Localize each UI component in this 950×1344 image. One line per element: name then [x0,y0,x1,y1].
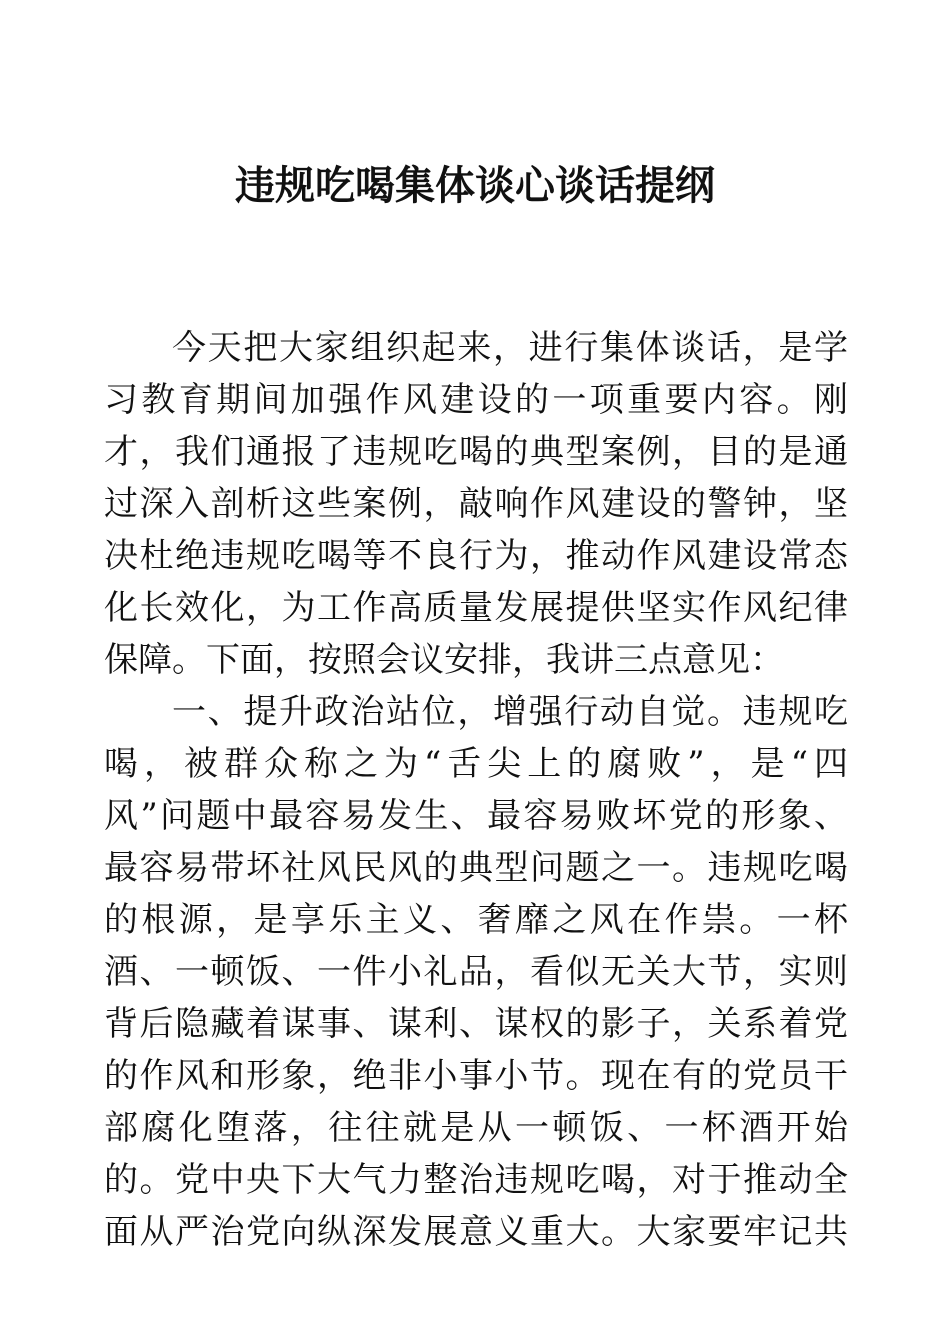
paragraph-line: 一、提升政治站位，增强行动自觉。违规吃 [172,692,848,732]
paragraph-line: 的根源，是享乐主义、奢靡之风在作祟。一杯 [104,900,848,940]
paragraph-line: 才，我们通报了违规吃喝的典型案例，目的是通 [104,432,848,472]
paragraph-line: 今天把大家组织起来，进行集体谈话，是学 [172,328,848,368]
paragraph-line: 化长效化，为工作高质量发展提供坚实作风纪律 [104,588,848,628]
paragraph-line: 最容易带坏社风民风的典型问题之一。违规吃喝 [104,848,848,888]
paragraph-line: 背后隐藏着谋事、谋利、谋权的影子，关系着党 [104,1004,848,1044]
paragraph-line: 保障。下面，按照会议安排，我讲三点意见： [104,640,784,680]
paragraph-line: 面从严治党向纵深发展意义重大。大家要牢记共 [104,1212,848,1252]
paragraph-line: 决杜绝违规吃喝等不良行为，推动作风建设常态 [104,536,848,576]
paragraph-line: 部腐化堕落，往往就是从一顿饭、一杯酒开始 [104,1108,848,1148]
paragraph-line: 的作风和形象，绝非小事小节。现在有的党员干 [104,1056,848,1096]
paragraph-line: 习教育期间加强作风建设的一项重要内容。刚 [104,380,848,420]
paragraph-line: 酒、一顿饭、一件小礼品，看似无关大节，实则 [104,952,848,992]
paragraph-line: 过深入剖析这些案例，敲响作风建设的警钟，坚 [104,484,848,524]
document-title: 违规吃喝集体谈心谈话提纲 [235,162,715,209]
paragraph-line: 的。党中央下大气力整治违规吃喝，对于推动全 [104,1160,848,1200]
paragraph-line: 喝，被群众称之为“舌尖上的腐败”，是“四 [104,744,848,784]
paragraph-line: 风”问题中最容易发生、最容易败坏党的形象、 [104,796,848,836]
